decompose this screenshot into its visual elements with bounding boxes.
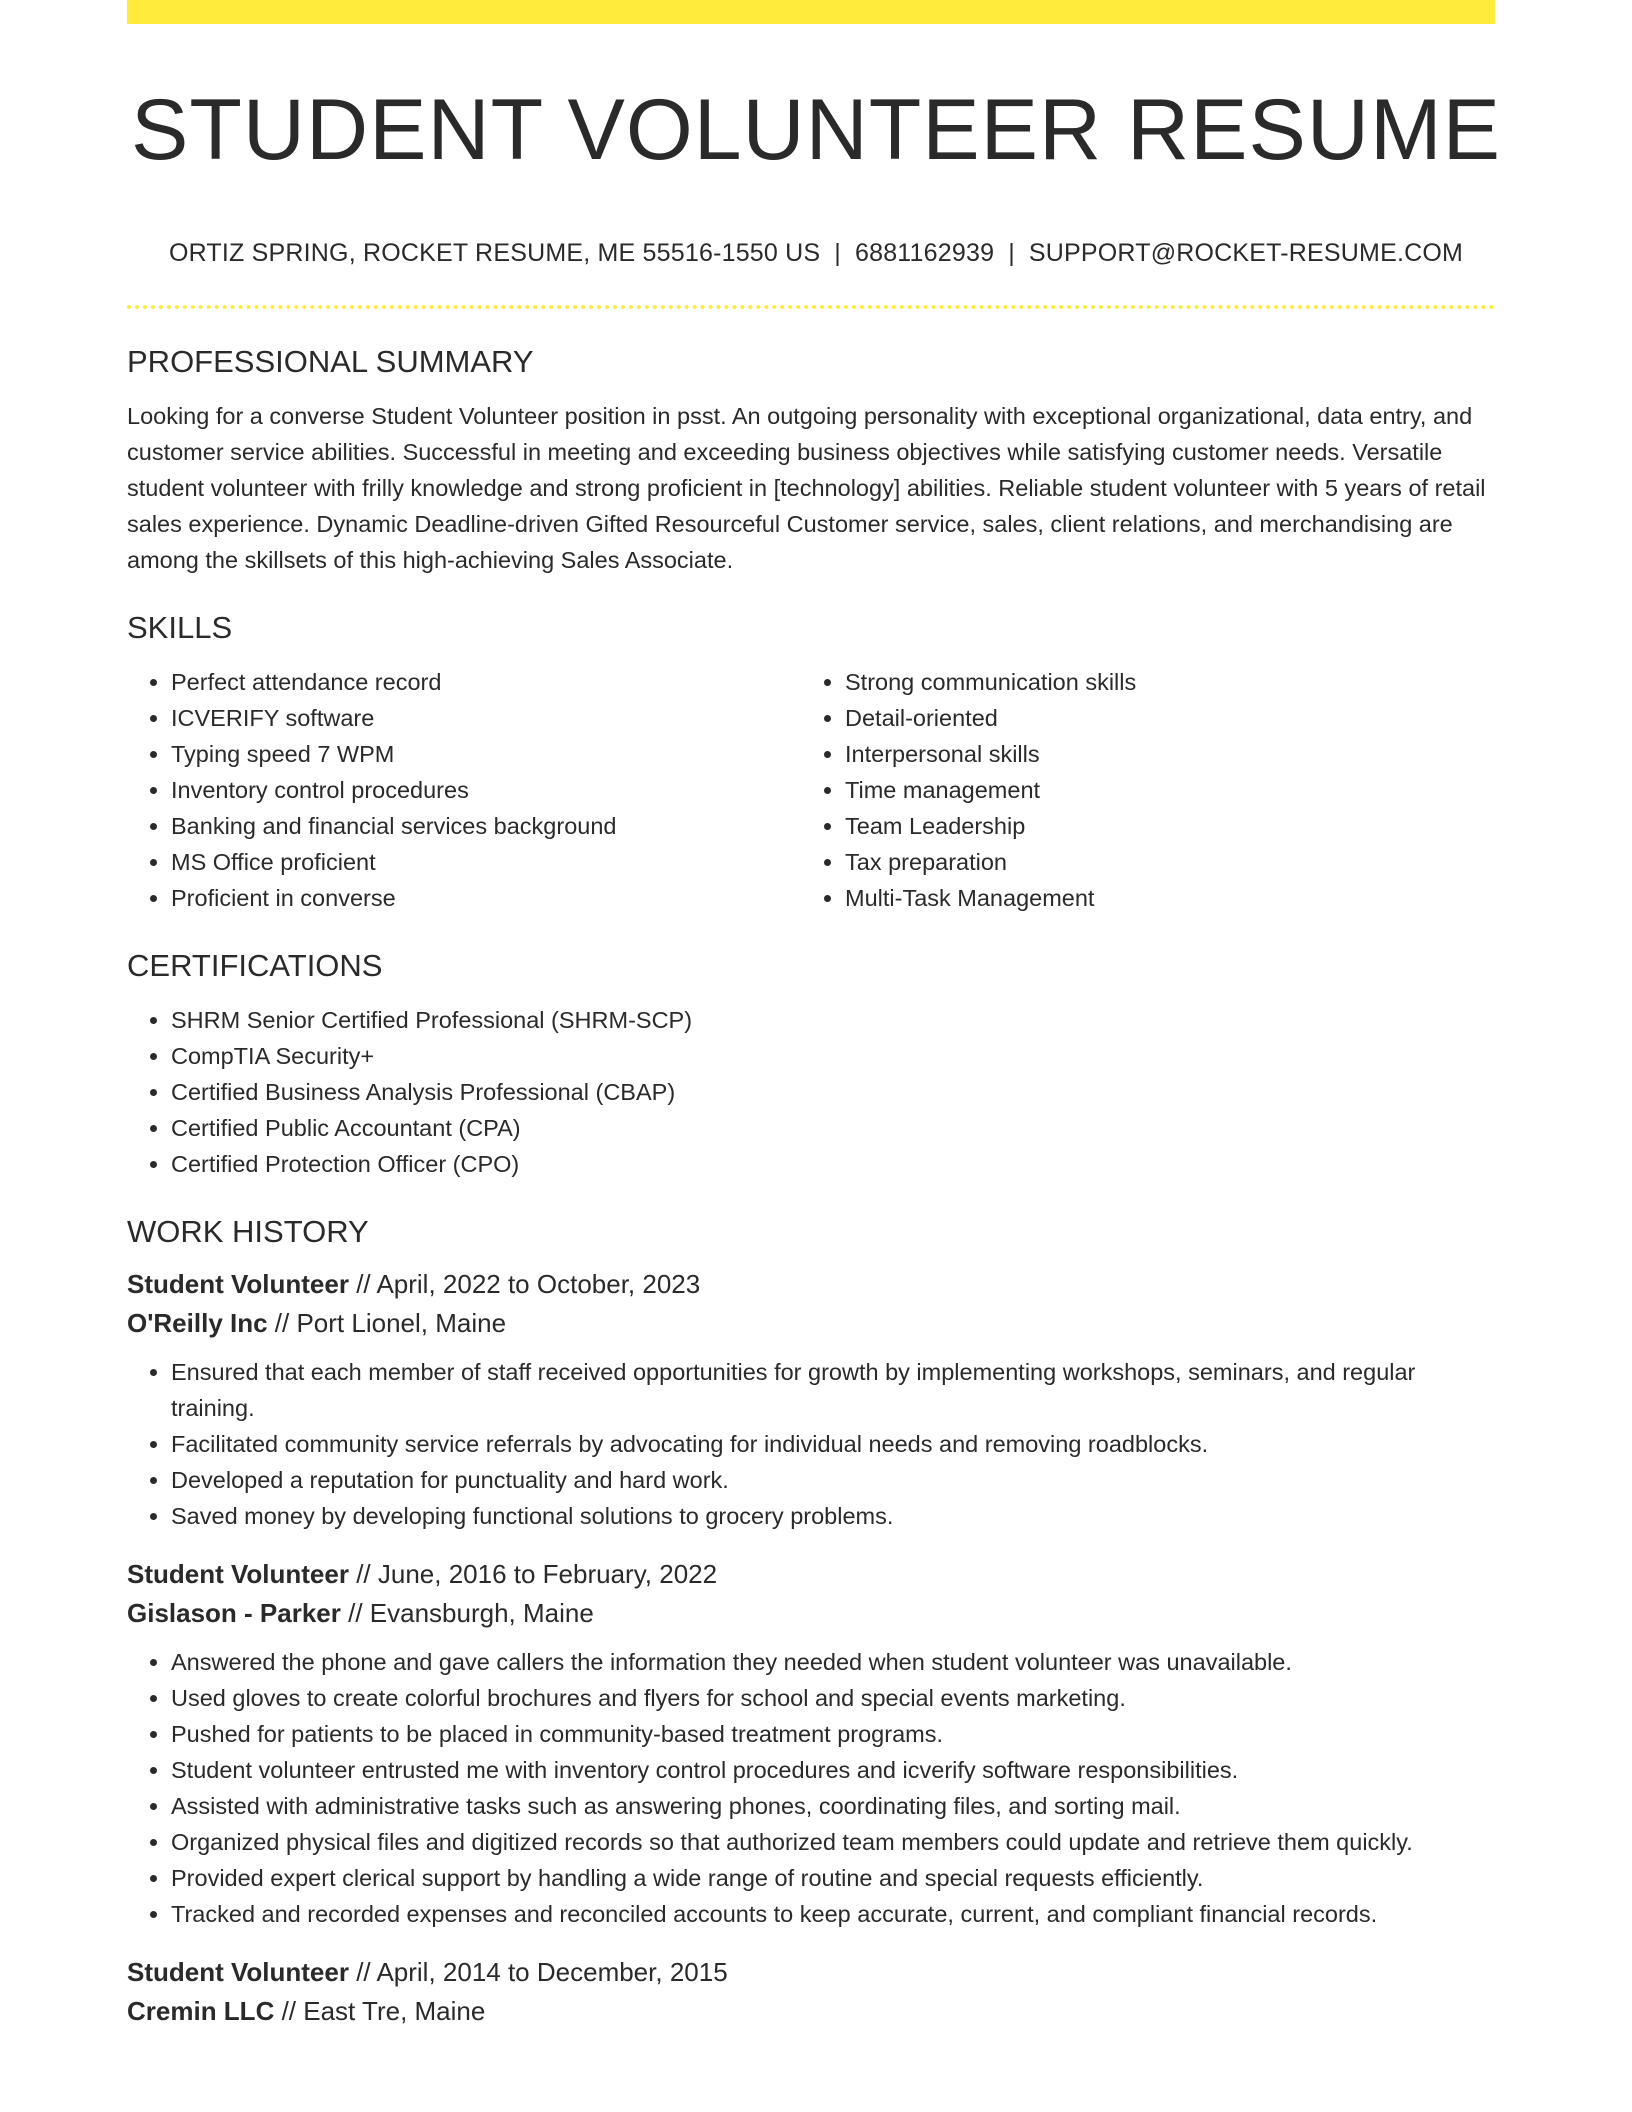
certifications-list bbox=[127, 1002, 1495, 1182]
job-title: Student Volunteer bbox=[127, 1559, 349, 1589]
job-company: Gislason - Parker bbox=[127, 1598, 341, 1628]
list-item: • Developed a reputation for punctuality and hard work. bbox=[171, 1462, 1495, 1498]
list-item: • Certified Protection Officer (CPO) bbox=[171, 1146, 1495, 1182]
list-item: • Typing speed 7 WPM bbox=[171, 736, 801, 772]
job-separator: // bbox=[340, 1598, 370, 1628]
list-item: • Student volunteer entrusted me with inventory control procedures and icverify software responsibilities. bbox=[171, 1752, 1495, 1788]
page-title: STUDENT VOLUNTEER RESUME bbox=[131, 82, 1501, 178]
contact-separator: | bbox=[834, 239, 841, 267]
list-item: • Ensured that each member of staff received opportunities for growth by implementing workshops, seminars, and regular training. bbox=[171, 1354, 1495, 1426]
certifications-section bbox=[127, 944, 1495, 1182]
list-item: • Provided expert clerical support by handling a wide range of routine and special requests efficiently. bbox=[171, 1860, 1495, 1896]
list-item: • Answered the phone and gave callers the information they needed when student volunteer was unavailable. bbox=[171, 1644, 1495, 1680]
work-history-heading: WORK HISTORY bbox=[127, 1214, 369, 1249]
list-item: • Used gloves to create colorful brochures and flyers for school and special events marketing. bbox=[171, 1680, 1495, 1716]
contact-address: ORTIZ SPRING, ROCKET RESUME, ME 55516-1550 US bbox=[168, 239, 821, 267]
job-company: O'Reilly Inc bbox=[127, 1308, 268, 1338]
job-title: Student Volunteer bbox=[127, 1957, 349, 1987]
list-item: • Banking and financial services background bbox=[171, 808, 801, 844]
skills-list-right bbox=[801, 664, 1475, 916]
job-company-line bbox=[127, 1594, 1495, 1632]
list-item: • ICVERIFY software bbox=[171, 700, 801, 736]
job-separator: // bbox=[274, 1996, 304, 2026]
list-item: • Tax preparation bbox=[845, 844, 1475, 880]
list-item: • Tracked and recorded expenses and reconciled accounts to keep accurate, current, and compliant financial records. bbox=[171, 1896, 1495, 1932]
work-history-section bbox=[127, 1210, 1495, 2030]
job-dates: June, 2016 to February, 2022 bbox=[377, 1559, 718, 1589]
list-item: • Pushed for patients to be placed in community-based treatment programs. bbox=[171, 1716, 1495, 1752]
list-item: • Proficient in converse bbox=[171, 880, 801, 916]
list-item: • Detail-oriented bbox=[845, 700, 1475, 736]
job-dates: April, 2014 to December, 2015 bbox=[376, 1957, 728, 1987]
job-title: Student Volunteer bbox=[127, 1269, 349, 1299]
skills-heading: SKILLS bbox=[127, 610, 233, 645]
job-location: East Tre, Maine bbox=[303, 1996, 486, 2026]
list-item: • SHRM Senior Certified Professional (SHRM-SCP) bbox=[171, 1002, 1495, 1038]
list-item: • Organized physical files and digitized records so that authorized team members could update and retrieve them quickly. bbox=[171, 1824, 1495, 1860]
contact-phone: 6881162939 bbox=[855, 239, 995, 267]
job-bullets bbox=[127, 1354, 1495, 1534]
list-item: • Perfect attendance record bbox=[171, 664, 801, 700]
summary-section bbox=[127, 340, 1495, 578]
certifications-heading: CERTIFICATIONS bbox=[127, 948, 383, 983]
list-item: • MS Office proficient bbox=[171, 844, 801, 880]
job-company-line bbox=[127, 1304, 1495, 1342]
skills-list-left bbox=[127, 664, 801, 916]
summary-heading: PROFESSIONAL SUMMARY bbox=[127, 344, 534, 379]
list-item: • Multi-Task Management bbox=[845, 880, 1475, 916]
list-item: • Team Leadership bbox=[845, 808, 1475, 844]
contact-line bbox=[0, 236, 1632, 270]
list-item: • Interpersonal skills bbox=[845, 736, 1475, 772]
job-separator: // bbox=[348, 1957, 377, 1987]
list-item: • Facilitated community service referrals by advocating for individual needs and removing roadblocks. bbox=[171, 1426, 1495, 1462]
contact-email: SUPPORT@ROCKET-RESUME.COM bbox=[1028, 239, 1464, 267]
list-item: • Time management bbox=[845, 772, 1475, 808]
list-item: • Certified Business Analysis Professional (CBAP) bbox=[171, 1074, 1495, 1110]
resume-content bbox=[127, 340, 1495, 2030]
job-separator: // bbox=[348, 1559, 378, 1589]
dotted-divider bbox=[127, 305, 1495, 309]
job-title-line bbox=[127, 1554, 1495, 1594]
summary-text: Looking for a converse Student Volunteer position in psst. An outgoing personality with exceptional organizational, data entry, and customer service abilities. Successful in meeting and exceeding business objectives while satisfying customer needs. Versatile student volunteer with frilly knowledge and strong proficient in [technology] abilities. Reliable student volunteer with 5 years of retail sales experience. Dynamic Deadline-driven Gifted Resourceful Customer service, sales, client relations, and merchandising are among the skillsets of this high-achieving Sales Associate. bbox=[127, 403, 1486, 573]
job-dates: April, 2022 to October, 2023 bbox=[376, 1269, 701, 1299]
list-item: • Inventory control procedures bbox=[171, 772, 801, 808]
job-entry bbox=[127, 1952, 1495, 2030]
job-bullets bbox=[127, 1644, 1495, 1932]
list-item: • Certified Public Accountant (CPA) bbox=[171, 1110, 1495, 1146]
list-item: • Strong communication skills bbox=[845, 664, 1475, 700]
accent-bar bbox=[127, 0, 1495, 24]
job-location: Port Lionel, Maine bbox=[296, 1308, 507, 1338]
job-company-line bbox=[127, 1992, 1495, 2030]
job-list bbox=[127, 1264, 1495, 2030]
job-title-line bbox=[127, 1952, 1495, 1992]
job-entry bbox=[127, 1264, 1495, 1534]
job-entry bbox=[127, 1554, 1495, 1932]
list-item: • Assisted with administrative tasks such as answering phones, coordinating files, and sorting mail. bbox=[171, 1788, 1495, 1824]
job-title-line bbox=[127, 1264, 1495, 1304]
skills-columns bbox=[127, 664, 1495, 916]
job-separator: // bbox=[267, 1308, 297, 1338]
contact-separator: | bbox=[1008, 239, 1015, 267]
list-item: • Saved money by developing functional solutions to grocery problems. bbox=[171, 1498, 1495, 1534]
job-company: Cremin LLC bbox=[127, 1996, 275, 2026]
skills-section bbox=[127, 606, 1495, 916]
job-location: Evansburgh, Maine bbox=[369, 1598, 594, 1628]
list-item: • CompTIA Security+ bbox=[171, 1038, 1495, 1074]
job-separator: // bbox=[348, 1269, 377, 1299]
